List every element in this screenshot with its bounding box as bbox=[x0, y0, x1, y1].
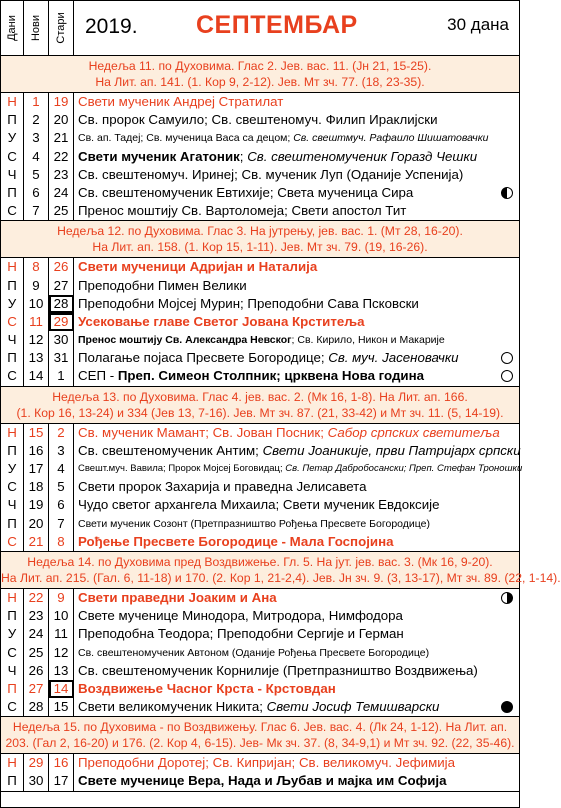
week-reading-line: На Лит. ап. 158. (1. Кор 15, 1-11). Јев. Мт зч. 79. (19, 16-26). bbox=[92, 240, 428, 255]
old-style-date: 1 bbox=[49, 367, 74, 385]
day-group bbox=[1, 754, 519, 791]
moon-full-icon bbox=[501, 352, 513, 364]
new-style-date: 29 bbox=[24, 754, 49, 772]
feast-text: Преподобни Мојсеј Мурин; Преподобни Сава Псковски bbox=[78, 295, 419, 311]
week-reading-line: 203. (Гал 2, 16-20) и 176. (2. Кор 4, 6-15). Јев- Мк зч. 37. (8, 34-9,1) и Мт зч. 92. (22, 35-46). bbox=[5, 736, 515, 751]
calendar-header bbox=[1, 1, 519, 56]
weekday-letter: У bbox=[1, 625, 24, 643]
new-style-date: 22 bbox=[24, 589, 49, 607]
new-style-date: 15 bbox=[24, 424, 49, 442]
weekday-letter: С bbox=[1, 202, 24, 220]
old-style-date: 29 bbox=[49, 313, 74, 331]
week-reading-line: (1. Кор 16, 13-24) и 334 (Јев 13, 7-16). Јев. Мт зч. 87. (21, 33-42) и Мт зч. 11. (5, 14-19). bbox=[16, 405, 504, 420]
moon-phase-icon bbox=[501, 352, 513, 364]
new-style-date: 5 bbox=[24, 166, 49, 184]
week-reading bbox=[1, 221, 519, 258]
old-style-date: 25 bbox=[49, 202, 74, 220]
calendar-body bbox=[1, 56, 561, 792]
day-row bbox=[1, 166, 519, 184]
weekday-letter: Ч bbox=[1, 331, 24, 349]
old-style-date: 23 bbox=[49, 166, 74, 184]
moon-phase-icon bbox=[501, 187, 513, 199]
feast-text: СЕП - Преп. Симеон Столпник; црквена Нова година bbox=[78, 368, 425, 384]
feast-text: Св. свештеномученик Антим; Свети Јоаникије, први Патријарх српски bbox=[78, 442, 521, 458]
day-row bbox=[1, 662, 519, 680]
weekday-letter: С bbox=[1, 644, 24, 662]
day-row bbox=[1, 93, 519, 111]
feast-text: Свети пророк Захарија и праведна Јелисавета bbox=[78, 479, 367, 495]
feast-text: Воздвижење Часног Крста - Крстовдан bbox=[78, 680, 336, 696]
feast-text: Свете мученице Вера, Нада и Љубав и мајка им Софија bbox=[78, 773, 447, 789]
day-row bbox=[1, 698, 519, 716]
weekday-letter: У bbox=[1, 460, 24, 478]
day-row bbox=[1, 295, 519, 313]
week-reading-line: Недеља 13. по Духовима. Глас 4. јев. вас. 2. (Мк 16, 1-8). На Лит. ап. 166. bbox=[52, 389, 468, 404]
feast-text: Свети мученици Адријан и Наталија bbox=[78, 259, 318, 275]
new-style-date: 8 bbox=[24, 258, 49, 276]
week-reading-line: На Лит. ап. 215. (Гал. 6, 11-18) и 170. (2. Кор 1, 21-2,4). Јев. Јн зч. 9. (3, 13-17), Мт зч. 89. (22, 1-14). bbox=[1, 570, 561, 585]
week-reading-line: Недеља 12. по Духовима. Глас 3. На јутрењу, јев. вас. 1. (Мт 28, 16-20). bbox=[57, 224, 463, 239]
weekday-letter: Н bbox=[1, 93, 24, 111]
weekday-letter: П bbox=[1, 607, 24, 625]
old-style-date: 27 bbox=[49, 277, 74, 295]
feast-text: Свети великомученик Никита; Свети Јосиф Темишварски bbox=[78, 699, 440, 715]
old-style-date: 3 bbox=[49, 442, 74, 460]
weekday-letter: Ч bbox=[1, 166, 24, 184]
old-style-date: 30 bbox=[49, 331, 74, 349]
feast-text: Св. ап. Тадеј; Св. мученица Васа са децом; Св. свештмуч. Рафаило Шишатовачки bbox=[78, 132, 489, 145]
days-count: 30 дана bbox=[447, 15, 509, 34]
week-reading bbox=[1, 552, 561, 589]
feast-text: Св. свештеномученик Евтихије; Света мученица Сира bbox=[78, 184, 414, 200]
new-style-date: 14 bbox=[24, 367, 49, 385]
week-reading bbox=[1, 56, 519, 93]
weekday-letter: Н bbox=[1, 754, 24, 772]
feast-text: Св. свештеномученик Автоном (Оданије Рођења Пресвете Богородице) bbox=[78, 646, 430, 659]
day-row bbox=[1, 367, 519, 385]
weekday-letter: П bbox=[1, 349, 24, 367]
old-style-date: 19 bbox=[49, 93, 74, 111]
feast-text: Свети мученик Созонт (Претпразништво Рођења Пресвете Богородице) bbox=[78, 517, 430, 530]
feast-text: Св. свештеномуч. Иринеј; Св. мученик Луп (Оданије Успенија) bbox=[78, 166, 464, 182]
moon-new-icon bbox=[501, 701, 513, 713]
header-old-style-label: Стари bbox=[55, 12, 67, 44]
day-row bbox=[1, 644, 519, 662]
day-row bbox=[1, 478, 519, 496]
weekday-letter: П bbox=[1, 442, 24, 460]
day-row bbox=[1, 184, 519, 202]
feast-text: Преподобни Пимен Велики bbox=[78, 277, 247, 293]
feast-text: Свети мученик Андреј Стратилат bbox=[78, 94, 284, 109]
old-style-date: 12 bbox=[49, 644, 74, 662]
new-style-date: 20 bbox=[24, 515, 49, 533]
day-row bbox=[1, 277, 519, 295]
new-style-date: 13 bbox=[24, 349, 49, 367]
new-style-date: 9 bbox=[24, 277, 49, 295]
feast-text: Пренос моштију Св. Вартоломеја; Свети апостол Тит bbox=[78, 203, 407, 219]
feast-text: Преподобна Теодора; Преподобни Сергије и Герман bbox=[78, 626, 404, 642]
day-group bbox=[1, 93, 519, 221]
old-style-date: 15 bbox=[49, 698, 74, 716]
new-style-date: 1 bbox=[24, 93, 49, 111]
feast-text: Св. мученик Мамант; Св. Јован Посник; Сабор српских светитеља bbox=[78, 424, 500, 440]
moon-phase-icon bbox=[501, 701, 513, 713]
old-style-date: 26 bbox=[49, 258, 74, 276]
weekday-letter: Н bbox=[1, 589, 24, 607]
old-style-date: 14 bbox=[49, 680, 74, 698]
weekday-letter: Н bbox=[1, 424, 24, 442]
old-style-date: 5 bbox=[49, 478, 74, 496]
new-style-date: 10 bbox=[24, 295, 49, 313]
feast-text: Свети мученик Агатоник; Св. свештеномученик Горазд Чешки bbox=[78, 148, 478, 164]
new-style-date: 18 bbox=[24, 478, 49, 496]
feast-text: Рођење Пресвете Богородице - Мала Госпојина bbox=[78, 533, 394, 549]
new-style-date: 17 bbox=[24, 460, 49, 478]
new-style-date: 30 bbox=[24, 772, 49, 790]
weekday-letter: У bbox=[1, 129, 24, 147]
new-style-date: 6 bbox=[24, 184, 49, 202]
new-style-date: 26 bbox=[24, 662, 49, 680]
feast-text: Свешт.муч. Вавила; Пророк Мојсеј Боговидац; Св. Петар Дабробосански; Преп. Стефан Троношки bbox=[78, 463, 523, 474]
feast-text: Св. пророк Самуило; Св. свештеномуч. Филип Ираклијски bbox=[78, 112, 438, 128]
day-row bbox=[1, 349, 519, 367]
new-style-date: 27 bbox=[24, 680, 49, 698]
feast-text: Свете мученице Минодора, Митродора, Нимфодора bbox=[78, 608, 403, 624]
week-reading-line: Недеља 14. по Духовима пред Воздвижење. Гл. 5. На јут. јев. вас. 3. (Мк 16, 9-20). bbox=[27, 554, 493, 569]
old-style-date: 9 bbox=[49, 589, 74, 607]
new-style-date: 7 bbox=[24, 202, 49, 220]
day-row bbox=[1, 148, 519, 166]
weekday-letter: Ч bbox=[1, 662, 24, 680]
old-style-date: 31 bbox=[49, 349, 74, 367]
week-reading-line: Недеља 15. по Духовима - по Воздвижењу. Глас 6. Јев. вас. 4. (Лк 24, 1-12). На Лит. ап. bbox=[12, 720, 508, 735]
old-style-date: 21 bbox=[49, 129, 74, 147]
weekday-letter: П bbox=[1, 772, 24, 790]
new-style-date: 24 bbox=[24, 625, 49, 643]
old-style-date: 7 bbox=[49, 515, 74, 533]
day-group bbox=[1, 589, 519, 717]
year: 2019. bbox=[85, 15, 138, 38]
old-style-date: 16 bbox=[49, 754, 74, 772]
day-row bbox=[1, 754, 519, 772]
old-style-date: 4 bbox=[49, 460, 74, 478]
weekday-letter: С bbox=[1, 698, 24, 716]
day-group bbox=[1, 424, 523, 552]
week-reading bbox=[1, 387, 519, 424]
day-row bbox=[1, 625, 519, 643]
day-row bbox=[1, 460, 523, 478]
weekday-letter: С bbox=[1, 313, 24, 331]
old-style-date: 17 bbox=[49, 772, 74, 790]
old-style-date: 6 bbox=[49, 496, 74, 514]
new-style-date: 16 bbox=[24, 442, 49, 460]
old-style-date: 11 bbox=[49, 625, 74, 643]
day-group bbox=[1, 258, 519, 386]
old-style-date: 13 bbox=[49, 662, 74, 680]
day-row bbox=[1, 589, 519, 607]
feast-text: Полагање појаса Пресвете Богородице; Св. муч. Јасеновачки bbox=[78, 350, 459, 366]
new-style-date: 4 bbox=[24, 148, 49, 166]
day-row bbox=[1, 424, 519, 442]
new-style-date: 23 bbox=[24, 607, 49, 625]
moon-first-icon bbox=[501, 592, 513, 604]
day-row bbox=[1, 111, 519, 129]
new-style-date: 21 bbox=[24, 533, 49, 551]
day-row bbox=[1, 331, 519, 349]
feast-text: Св. свештеномученик Корнилије (Претпразништво Воздвижења) bbox=[78, 662, 478, 678]
old-style-date: 20 bbox=[49, 111, 74, 129]
old-style-date: 10 bbox=[49, 607, 74, 625]
week-reading bbox=[1, 717, 519, 754]
old-style-date: 28 bbox=[49, 295, 74, 313]
moon-last-icon bbox=[501, 187, 513, 199]
moon-phase-icon bbox=[501, 370, 513, 382]
old-style-date: 2 bbox=[49, 424, 74, 442]
weekday-letter: П bbox=[1, 184, 24, 202]
month-title: СЕПТЕМБАР bbox=[196, 11, 358, 39]
weekday-letter: П bbox=[1, 680, 24, 698]
weekday-letter: Н bbox=[1, 258, 24, 276]
feast-text: Преподобни Доротеј; Св. Кипријан; Св. великомуч. Јефимија bbox=[78, 755, 456, 771]
new-style-date: 2 bbox=[24, 111, 49, 129]
day-row bbox=[1, 313, 519, 331]
day-row bbox=[1, 533, 519, 551]
day-row bbox=[1, 515, 519, 533]
feast-text: Усековање главе Светог Јована Крститеља bbox=[78, 313, 365, 329]
new-style-date: 28 bbox=[24, 698, 49, 716]
header-new-style-label: Нови bbox=[30, 14, 42, 42]
new-style-date: 3 bbox=[24, 129, 49, 147]
weekday-letter: П bbox=[1, 277, 24, 295]
day-row bbox=[1, 129, 519, 147]
feast-text: Чудо светог архангела Михаила; Свети мученик Евдоксије bbox=[78, 497, 440, 513]
week-reading-line: На Лит. ап. 141. (1. Кор 9, 2-12). Јев. Мт зч. 77. (18, 23-35). bbox=[95, 75, 425, 89]
day-row bbox=[1, 496, 519, 514]
header-days-label: Дани bbox=[6, 15, 18, 41]
day-row bbox=[1, 258, 519, 276]
feast-text: Пренос моштију Св. Александра Невског; Св. Кирило, Никон и Макарије bbox=[78, 334, 445, 347]
new-style-date: 11 bbox=[24, 313, 49, 331]
weekday-letter: Ч bbox=[1, 496, 24, 514]
old-style-date: 8 bbox=[49, 533, 74, 551]
weekday-letter: С bbox=[1, 478, 24, 496]
moon-phase-icon bbox=[501, 592, 513, 604]
weekday-letter: С bbox=[1, 148, 24, 166]
moon-full-icon bbox=[501, 370, 513, 382]
old-style-date: 22 bbox=[49, 148, 74, 166]
week-reading-line: Недеља 11. по Духовима. Глас 2. Јев. вас. 11. (Јн 21, 15-25). bbox=[88, 59, 432, 73]
weekday-letter: У bbox=[1, 295, 24, 313]
day-row bbox=[1, 442, 519, 460]
weekday-letter: С bbox=[1, 533, 24, 551]
weekday-letter: С bbox=[1, 367, 24, 385]
weekday-letter: П bbox=[1, 111, 24, 129]
day-row bbox=[1, 772, 519, 790]
feast-text: Свети праведни Јоаким и Ана bbox=[78, 589, 277, 605]
new-style-date: 25 bbox=[24, 644, 49, 662]
weekday-letter: П bbox=[1, 515, 24, 533]
new-style-date: 19 bbox=[24, 496, 49, 514]
day-row bbox=[1, 202, 519, 220]
day-row bbox=[1, 607, 519, 625]
old-style-date: 24 bbox=[49, 184, 74, 202]
day-row bbox=[1, 680, 519, 698]
new-style-date: 12 bbox=[24, 331, 49, 349]
